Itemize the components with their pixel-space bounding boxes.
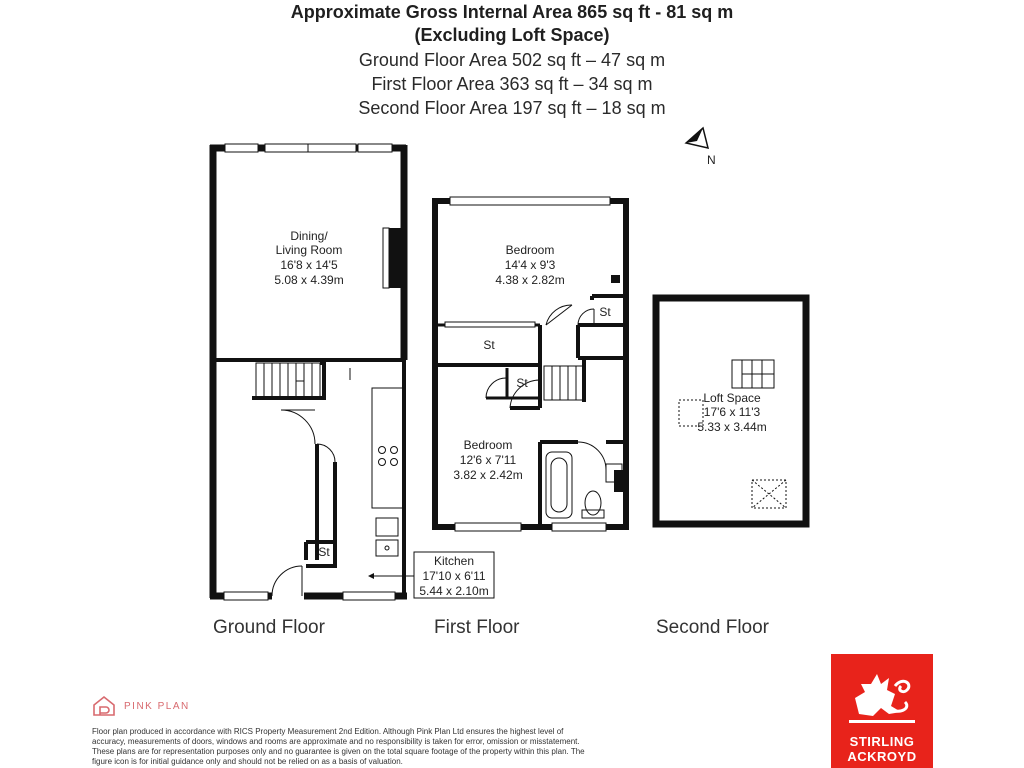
ground-floor-area: Ground Floor Area 502 sq ft – 47 sq m xyxy=(358,50,666,70)
kitchen-imperial: 17'10 x 6'11 xyxy=(422,569,486,583)
bedroom1-imperial: 14'4 x 9'3 xyxy=(504,258,556,272)
loft-metric: 5.33 x 3.44m xyxy=(697,420,767,434)
brand-line1: STIRLING xyxy=(849,734,915,749)
pink-plan-logo xyxy=(92,695,190,717)
dining-room-metric: 5.08 x 4.39m xyxy=(274,273,344,287)
compass-icon xyxy=(686,128,708,148)
title-gross-area: Approximate Gross Internal Area 865 sq ft - 81 sq m xyxy=(290,2,734,22)
second-floor-area: Second Floor Area 197 sq ft – 18 sq m xyxy=(358,98,666,118)
bedroom2-imperial: 12'6 x 7'11 xyxy=(459,453,517,467)
ground-floor-label: Ground Floor xyxy=(213,617,325,638)
kitchen-name: Kitchen xyxy=(433,554,475,568)
bedroom1-metric: 4.38 x 2.82m xyxy=(495,273,565,287)
compass-north-label: N xyxy=(707,153,716,167)
dining-room-imperial: 16'8 x 14'5 xyxy=(280,258,338,272)
first-store2-label: St xyxy=(483,338,495,352)
griffin-icon xyxy=(831,654,933,734)
dining-room-name-2: Living Room xyxy=(275,243,343,257)
bedroom1-name: Bedroom xyxy=(505,243,555,257)
second-floor-label: Second Floor xyxy=(656,617,770,638)
loft-name: Loft Space xyxy=(703,391,761,405)
kitchen-metric: 5.44 x 2.10m xyxy=(419,584,489,598)
ground-store-label: St xyxy=(318,545,330,559)
first-store1-label: St xyxy=(599,305,611,319)
stirling-ackroyd-logo xyxy=(831,654,933,768)
pink-plan-name: PINK PLAN xyxy=(124,700,190,712)
title-excluding-loft: (Excluding Loft Space) xyxy=(414,25,610,45)
disclaimer-text: Floor plan produced in accordance with RICS Property Measurement 2nd Edition. Although Pink Plan Ltd ensures the highest level of accuracy, measurements of doors, windows and rooms are approximate and no responsibility is taken for error, omission or misstatement. These plans are for representation purposes only and no guarantee is given on the total square footage of the property within this plan. The figure icon is for initial guidance only and should not be relied on as a basis of valuation. xyxy=(92,727,585,766)
first-store3-label: St xyxy=(516,376,528,390)
bedroom2-metric: 3.82 x 2.42m xyxy=(453,468,523,482)
loft-imperial: 17'6 x 11'3 xyxy=(703,405,761,419)
bedroom2-name: Bedroom xyxy=(463,438,513,452)
first-floor-label: First Floor xyxy=(434,617,520,638)
first-floor-area: First Floor Area 363 sq ft – 34 sq m xyxy=(371,74,653,94)
pink-plan-house-icon xyxy=(92,695,116,717)
brand-line2: ACKROYD xyxy=(847,749,917,764)
ground-floor-plan xyxy=(210,144,494,600)
dining-room-name-1: Dining/ xyxy=(290,229,328,243)
